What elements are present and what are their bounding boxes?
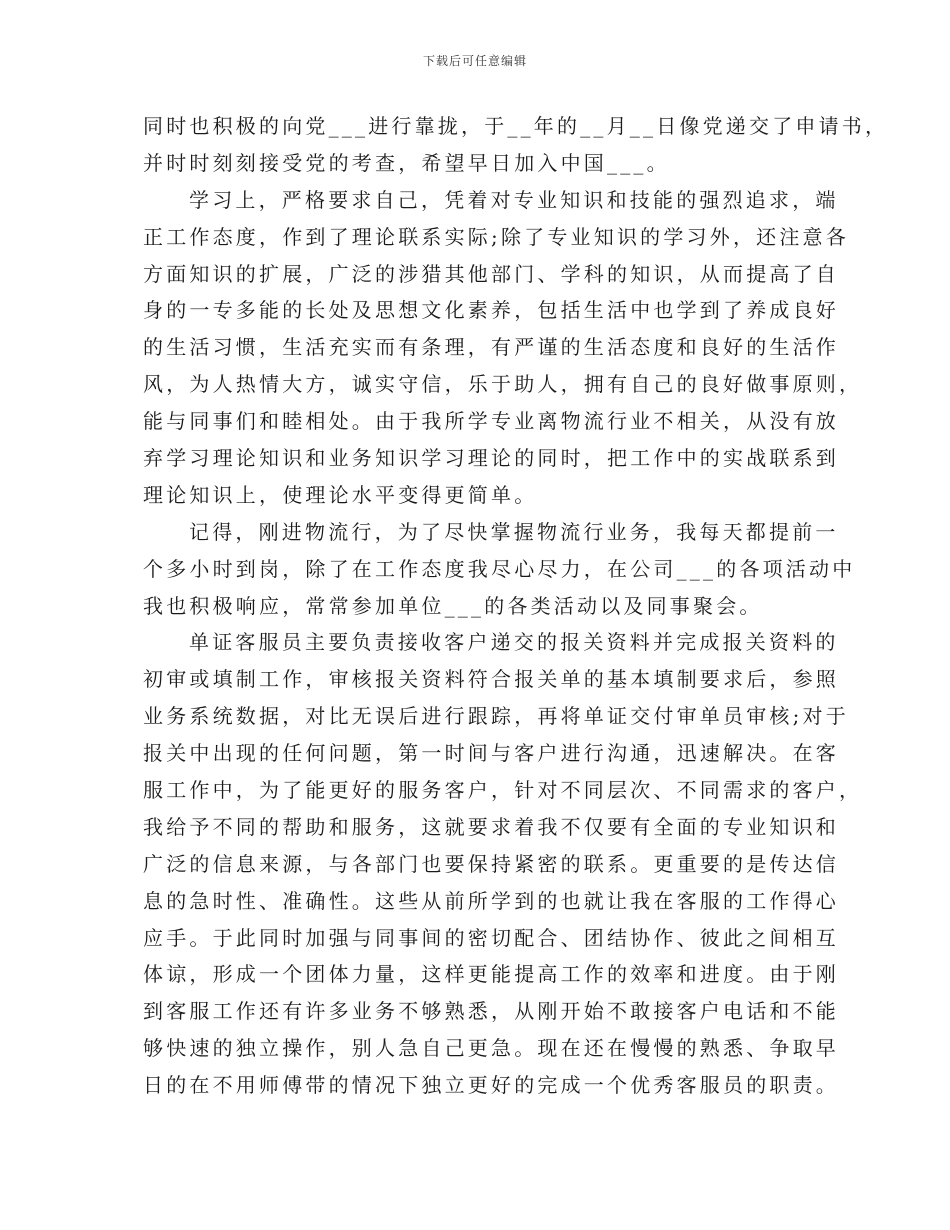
text-line: 体谅，形成一个团体力量，这样更能提高工作的效率和进度。由于刚 — [143, 962, 839, 987]
text-line: 息的急时性、准确性。这些从前所学到的也就让我在客服的工作得心 — [143, 888, 839, 913]
paragraph-first-line: 单证客服员主要负责接收客户递交的报关资料并完成报关资料的 — [189, 630, 839, 655]
text-line: 我给予不同的帮助和服务，这就要求着我不仅要有全面的专业知识和 — [143, 814, 839, 839]
text-line: 的生活习惯，生活充实而有条理，有严谨的生活态度和良好的生活作 — [143, 335, 839, 360]
text-line: 服工作中，为了能更好的服务客户，针对不同层次、不同需求的客户， — [143, 778, 863, 803]
text-line: 到客服工作还有许多业务不够熟悉，从刚开始不敢接客户电话和不能 — [143, 999, 839, 1024]
text-line: 应手。于此同时加强与同事间的密切配合、团结协作、彼此之间相互 — [143, 925, 839, 950]
text-line: 个多小时到岗，除了在工作态度我尽心尽力，在公司___的各项活动中 — [143, 556, 856, 581]
page-header: 下载后可任意编辑 — [422, 54, 527, 68]
text-line: 报关中出现的任何问题，第一时间与客户进行沟通，迅速解决。在客 — [143, 741, 839, 766]
text-line: 我也积极响应，常常参加单位___的各类活动以及同事聚会。 — [143, 593, 763, 618]
text-line: 业务系统数据，对比无误后进行跟踪，再将单证交付审单员审核;对于 — [143, 704, 849, 729]
text-line: 同时也积极的向党___进行靠拢，于__年的__月__日像党递交了申请书， — [143, 114, 889, 138]
text-line: 风，为人热情大方，诚实守信，乐于助人，拥有自己的良好做事原则， — [143, 372, 863, 397]
document-body — [143, 108, 889, 1104]
text-line: 广泛的信息来源，与各部门也要保持紧密的联系。更重要的是传达信 — [143, 851, 839, 876]
text-line: 日的在不用师傅带的情况下独立更好的完成一个优秀客服员的职责。 — [143, 1073, 839, 1098]
text-line: 并时时刻刻接受党的考查，希望早日加入中国___。 — [143, 150, 670, 175]
text-line: 方面知识的扩展，广泛的涉猎其他部门、学科的知识，从而提高了自 — [143, 261, 839, 286]
text-line: 初审或填制工作，审核报关资料符合报关单的基本填制要求后，参照 — [143, 667, 839, 692]
paragraph-first-line: 学习上，严格要求自己，凭着对专业知识和技能的强烈追求，端 — [189, 187, 839, 212]
text-line: 够快速的独立操作，别人急自己更急。现在还在慢慢的熟悉、争取早 — [143, 1036, 839, 1061]
text-line: 能与同事们和睦相处。由于我所学专业离物流行业不相关，从没有放 — [143, 409, 839, 434]
paragraph-first-line: 记得，刚进物流行，为了尽快掌握物流行业务，我每天都提前一 — [189, 519, 839, 544]
text-line: 身的一专多能的长处及思想文化素养，包括生活中也学到了养成良好 — [143, 298, 839, 323]
text-line: 弃学习理论知识和业务知识学习理论的同时，把工作中的实战联系到 — [143, 446, 839, 471]
text-line: 理论知识上，使理论水平变得更简单。 — [143, 482, 538, 507]
text-line: 正工作态度，作到了理论联系实际;除了专业知识的学习外，还注意各 — [143, 224, 849, 249]
